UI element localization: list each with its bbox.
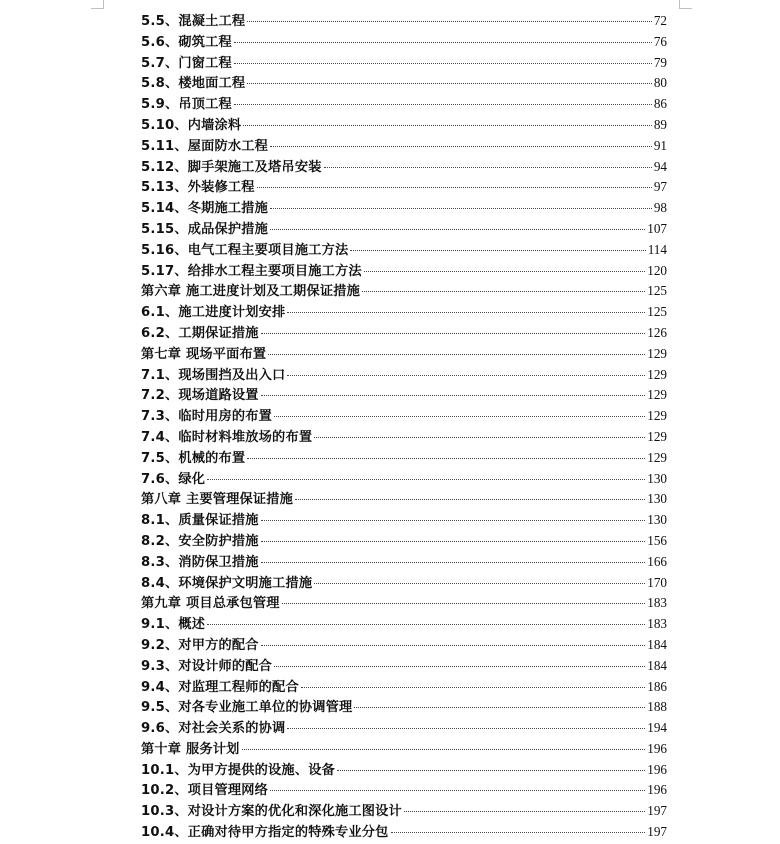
- toc-entry-title: 10.3、对设计方案的优化和深化施工图设计: [141, 804, 402, 820]
- toc-entry[interactable]: [141, 53, 667, 74]
- toc-entry-title: 9.1、概述: [141, 617, 206, 633]
- toc-entry-page-number: 72: [653, 13, 667, 28]
- toc-dot-leader: [234, 63, 652, 64]
- toc-entry-title: 8.4、环境保护文明施工措施: [141, 575, 313, 591]
- toc-entry-page-number: 125: [647, 283, 667, 299]
- toc-entry-title: 5.9、吊顶工程: [141, 97, 232, 113]
- toc-entry[interactable]: [141, 198, 667, 219]
- toc-entry-title: 8.1、质量保证措施: [141, 513, 259, 529]
- toc-entry-title: 7.4、临时材料堆放场的布置: [141, 429, 313, 445]
- toc-entry-title: 7.5、机械的布置: [141, 450, 246, 466]
- toc-entry-page-number: 129: [647, 387, 667, 403]
- toc-entry-page-number: 98: [653, 200, 667, 216]
- toc-dot-leader: [314, 437, 645, 438]
- toc-entry-page-number: 196: [647, 761, 667, 777]
- toc-entry-page-number: 120: [647, 262, 667, 278]
- toc-entry-page-number: 130: [647, 491, 667, 507]
- toc-entry[interactable]: [141, 94, 667, 115]
- toc-entry-page-number: 197: [647, 803, 667, 819]
- toc-dot-leader: [274, 666, 645, 667]
- toc-entry-page-number: 188: [647, 699, 667, 715]
- toc-entry-title: 5.16、电气工程主要项目施工方法: [141, 242, 349, 258]
- toc-entry-page-number: 170: [647, 574, 667, 590]
- toc-entry[interactable]: [141, 323, 667, 344]
- toc-dot-leader: [287, 312, 645, 313]
- toc-entry[interactable]: [141, 635, 667, 656]
- toc-entry-title: 5.5、混凝土工程: [141, 14, 246, 29]
- toc-entry-title: 8.2、安全防护措施: [141, 533, 259, 549]
- toc-entry[interactable]: [141, 157, 667, 178]
- toc-entry[interactable]: [141, 531, 667, 552]
- toc-entry-title: 第十章 服务计划: [141, 741, 240, 757]
- toc-dot-leader: [247, 458, 645, 459]
- toc-entry-title: 7.2、现场道路设置: [141, 388, 259, 404]
- toc-entry-title: 5.12、脚手架施工及塔吊安装: [141, 159, 322, 175]
- toc-entry-page-number: 183: [647, 616, 667, 632]
- toc-entry-title: 5.8、楼地面工程: [141, 76, 246, 92]
- toc-entry-page-number: 76: [653, 33, 667, 49]
- toc-dot-leader: [261, 395, 646, 396]
- toc-entry-title: 5.17、给排水工程主要项目施工方法: [141, 263, 362, 279]
- toc-entry-page-number: 129: [647, 449, 667, 465]
- toc-dot-leader: [324, 167, 652, 168]
- toc-dot-leader: [301, 687, 645, 688]
- toc-dot-leader: [234, 42, 652, 43]
- toc-entry-title: 9.6、对社会关系的协调: [141, 721, 286, 737]
- toc-entry[interactable]: [141, 801, 667, 822]
- toc-entry[interactable]: [141, 32, 667, 53]
- toc-dot-leader: [207, 479, 645, 480]
- crop-mark-top-right: [679, 0, 692, 9]
- toc-dot-leader: [234, 104, 652, 105]
- toc-entry-title: 第七章 现场平面布置: [141, 346, 267, 362]
- toc-entry-title: 第八章 主要管理保证措施: [141, 492, 294, 508]
- toc-entry-page-number: 129: [647, 428, 667, 444]
- toc-dot-leader: [364, 271, 645, 272]
- toc-entry[interactable]: [141, 136, 667, 157]
- toc-dot-leader: [287, 728, 645, 729]
- toc-entry-title: 9.3、对设计师的配合: [141, 658, 273, 674]
- toc-entry-title: 7.3、临时用房的布置: [141, 409, 273, 425]
- toc-dot-leader: [207, 624, 645, 625]
- toc-entry-title: 10.4、正确对待甲方指定的特殊专业分包: [141, 825, 389, 841]
- toc-entry-title: 8.3、消防保卫措施: [141, 554, 259, 570]
- toc-entry[interactable]: [141, 385, 667, 406]
- toc-entry-page-number: 91: [653, 137, 667, 153]
- toc-entry-page-number: 107: [647, 220, 667, 236]
- toc-entry-page-number: 126: [647, 324, 667, 340]
- toc-entry-title: 6.2、工期保证措施: [141, 325, 259, 341]
- toc-entry-page-number: 125: [647, 304, 667, 320]
- toc-entry[interactable]: [141, 656, 667, 677]
- toc-dot-leader: [404, 811, 645, 812]
- toc-dot-leader: [242, 749, 646, 750]
- toc-entry-page-number: 166: [647, 553, 667, 569]
- toc-entry[interactable]: [141, 406, 667, 427]
- toc-entry-page-number: 80: [653, 75, 667, 91]
- toc-entry-page-number: 196: [647, 782, 667, 798]
- toc-entry[interactable]: [141, 115, 667, 136]
- toc-entry-page-number: 94: [653, 158, 667, 174]
- toc-dot-leader: [257, 187, 652, 188]
- toc-entry-page-number: 97: [653, 179, 667, 195]
- toc-entry-title: 9.4、对监理工程师的配合: [141, 679, 299, 695]
- toc-dot-leader: [261, 333, 646, 334]
- toc-dot-leader: [270, 790, 645, 791]
- toc-dot-leader: [287, 375, 645, 376]
- toc-dot-leader: [337, 770, 645, 771]
- toc-entry-title: 7.1、现场围挡及出入口: [141, 367, 286, 383]
- toc-entry-title: 10.2、项目管理网络: [141, 783, 269, 799]
- toc-dot-leader: [261, 520, 646, 521]
- toc-dot-leader: [261, 541, 646, 542]
- toc-entry-page-number: 194: [647, 720, 667, 736]
- toc-entry[interactable]: [141, 281, 667, 302]
- toc-dot-leader: [247, 83, 652, 84]
- toc-dot-leader: [362, 291, 645, 292]
- toc-entry-title: 第六章 施工进度计划及工期保证措施: [141, 284, 360, 300]
- toc-entry-page-number: 156: [647, 532, 667, 548]
- toc-entry[interactable]: [141, 718, 667, 739]
- toc-entry[interactable]: [141, 697, 667, 718]
- crop-mark-top-left: [91, 0, 104, 9]
- toc-entry-page-number: 129: [647, 366, 667, 382]
- toc-entry[interactable]: [141, 344, 667, 365]
- toc-entry[interactable]: [141, 365, 667, 386]
- toc-entry[interactable]: [141, 614, 667, 635]
- toc-entry[interactable]: [141, 240, 667, 261]
- toc-entry-page-number: 114: [647, 241, 667, 257]
- toc-dot-leader: [391, 832, 646, 833]
- toc-dot-leader: [270, 146, 652, 147]
- toc-entry-title: 9.5、对各专业施工单位的协调管理: [141, 700, 353, 716]
- toc-entry[interactable]: [141, 552, 667, 573]
- toc-entry-title: 5.11、屋面防水工程: [141, 138, 269, 154]
- toc-dot-leader: [350, 250, 645, 251]
- toc-entry-page-number: 89: [653, 116, 667, 132]
- toc-entry[interactable]: [141, 73, 667, 94]
- toc-dot-leader: [268, 354, 645, 355]
- toc-entry-title: 第九章 项目总承包管理: [141, 596, 280, 612]
- toc-entry-page-number: 197: [647, 824, 667, 840]
- toc-dot-leader: [295, 499, 645, 500]
- toc-entry[interactable]: [141, 469, 667, 490]
- toc-entry[interactable]: [141, 780, 667, 801]
- toc-dot-leader: [243, 125, 652, 126]
- toc-entry-title: 5.6、砌筑工程: [141, 34, 232, 50]
- toc-entry-page-number: 196: [647, 740, 667, 756]
- toc-entry[interactable]: [141, 448, 667, 469]
- toc-entry-page-number: 79: [653, 54, 667, 70]
- toc-entry-page-number: 129: [647, 408, 667, 424]
- toc-entry-title: 6.1、施工进度计划安排: [141, 305, 286, 321]
- toc-dot-leader: [354, 707, 645, 708]
- toc-entry-page-number: 129: [647, 345, 667, 361]
- toc-entry[interactable]: [141, 177, 667, 198]
- toc-entry-title: 5.10、内墙涂料: [141, 117, 242, 133]
- toc-entry-title: 10.1、为甲方提供的设施、设备: [141, 762, 335, 778]
- toc-dot-leader: [314, 583, 645, 584]
- toc-entry-title: 5.13、外装修工程: [141, 180, 255, 196]
- toc-entry[interactable]: [141, 302, 667, 323]
- toc-entry-page-number: 130: [647, 470, 667, 486]
- toc-entry[interactable]: [141, 573, 667, 594]
- toc-entry-page-number: 186: [647, 678, 667, 694]
- toc-dot-leader: [247, 21, 652, 22]
- toc-entry-title: 9.2、对甲方的配合: [141, 637, 259, 653]
- toc-entry[interactable]: [141, 510, 667, 531]
- toc-dot-leader: [270, 229, 645, 230]
- toc-entry-page-number: 183: [647, 595, 667, 611]
- toc-entry-title: 5.7、门窗工程: [141, 55, 232, 71]
- toc-entry[interactable]: [141, 760, 667, 781]
- toc-dot-leader: [261, 562, 646, 563]
- toc-entry[interactable]: [141, 427, 667, 448]
- toc-entry-page-number: 130: [647, 512, 667, 528]
- toc-entry-title: 7.6、绿化: [141, 471, 206, 487]
- toc-entry[interactable]: [141, 219, 667, 240]
- toc-entry[interactable]: [141, 11, 667, 32]
- toc-entry-title: 5.14、冬期施工措施: [141, 201, 269, 217]
- toc-entry[interactable]: [141, 677, 667, 698]
- toc-dot-leader: [270, 208, 652, 209]
- toc-entry-page-number: 86: [653, 96, 667, 112]
- toc-dot-leader: [261, 645, 646, 646]
- toc-dot-leader: [282, 603, 646, 604]
- table-of-contents: [141, 11, 667, 843]
- toc-entry-title: 5.15、成品保护措施: [141, 221, 269, 237]
- toc-entry[interactable]: [141, 261, 667, 282]
- toc-entry[interactable]: [141, 489, 667, 510]
- toc-entry[interactable]: [141, 593, 667, 614]
- toc-entry[interactable]: [141, 739, 667, 760]
- toc-entry-page-number: 184: [647, 636, 667, 652]
- toc-entry[interactable]: [141, 822, 667, 843]
- toc-entry-page-number: 184: [647, 657, 667, 673]
- toc-dot-leader: [274, 416, 645, 417]
